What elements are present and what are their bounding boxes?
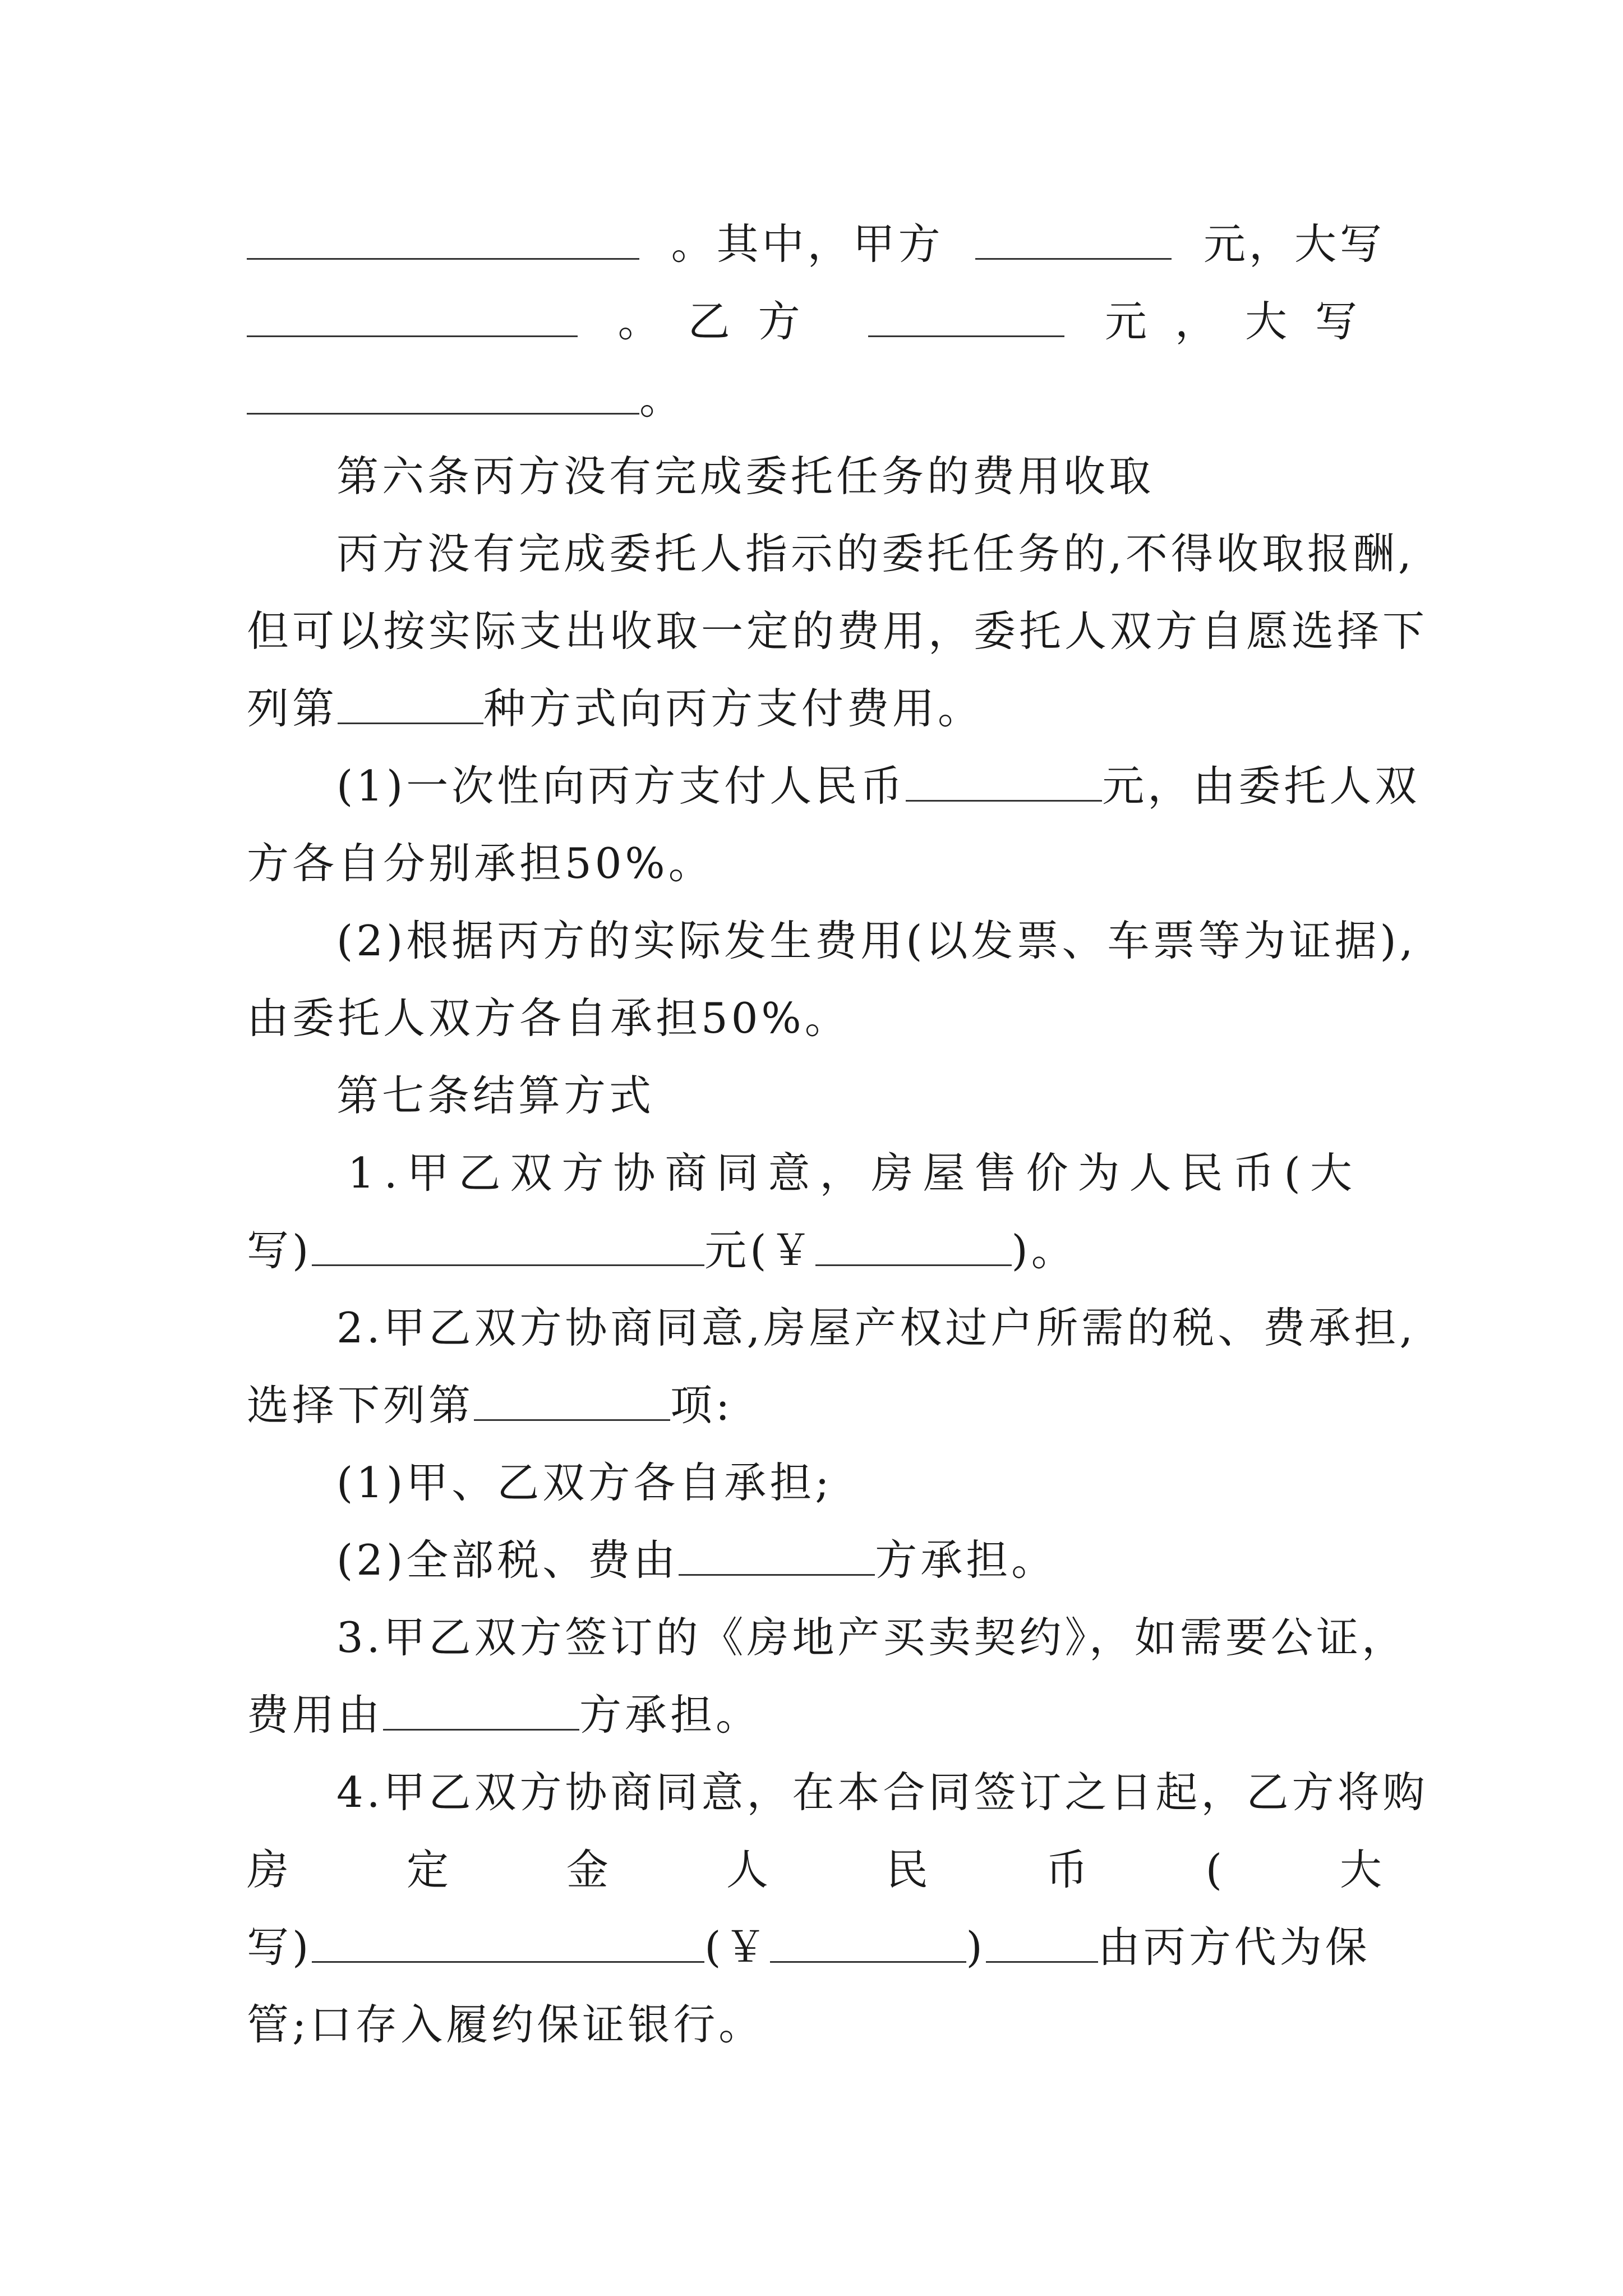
- char: 币: [1045, 1845, 1091, 1894]
- option-2-line: (2)根据丙方的实际发生费用(以发票、车票等为证据),: [336, 916, 1417, 965]
- article-7-heading: 第七条结算方式: [336, 1071, 655, 1120]
- fill-blank[interactable]: [247, 219, 639, 260]
- fill-blank[interactable]: [474, 1380, 670, 1421]
- text: 写): [247, 1226, 312, 1275]
- option-1-line: [247, 755, 1475, 817]
- text: 元(￥: [704, 1226, 815, 1275]
- paragraph-line: 由委托人双方各自承担50%。: [247, 993, 850, 1043]
- text: (2)全部税、费由: [336, 1535, 679, 1585]
- option-line: (1)甲、乙双方各自承担;: [336, 1458, 833, 1507]
- char: 民: [886, 1845, 932, 1894]
- paragraph-line: 但可以按实际支出收取一定的费用，委托人双方自愿选择下: [247, 606, 1428, 656]
- text: 方承担。: [875, 1535, 1057, 1585]
- text: 。: [639, 374, 685, 424]
- fill-blank[interactable]: [338, 683, 483, 724]
- option-line: [247, 1529, 1475, 1591]
- contract-line-1: [247, 213, 1385, 275]
- fill-blank[interactable]: [247, 296, 578, 337]
- char: (: [1205, 1845, 1225, 1894]
- char: 大: [1339, 1845, 1385, 1894]
- text: 元，大写: [1104, 297, 1385, 346]
- text: 由丙方代为保: [1098, 1922, 1371, 1972]
- paragraph-line: 方各自分别承担50%。: [247, 839, 714, 888]
- fill-blank[interactable]: [975, 219, 1172, 260]
- text: 费用由: [247, 1690, 384, 1740]
- paragraph-line: [247, 1374, 1385, 1436]
- fill-blank[interactable]: [679, 1535, 875, 1576]
- paragraph-line: [247, 678, 1385, 739]
- contract-line-2: [247, 291, 1385, 352]
- text: (1)一次性向丙方支付人民币: [336, 761, 906, 811]
- fill-blank[interactable]: [312, 1225, 704, 1266]
- text: )。: [1011, 1226, 1077, 1275]
- text: 。其中，甲方: [671, 219, 944, 269]
- paragraph-line: 丙方没有完成委托人指示的委托任务的,不得收取报酬,: [336, 529, 1415, 578]
- fill-blank[interactable]: [868, 296, 1064, 337]
- fill-blank[interactable]: [986, 1922, 1098, 1963]
- text: 元，大写: [1203, 219, 1385, 269]
- fill-blank[interactable]: [815, 1225, 1012, 1266]
- spaced-line: [247, 1839, 1385, 1901]
- char: 人: [726, 1845, 772, 1894]
- paragraph-line: [247, 1684, 1385, 1746]
- fill-blank[interactable]: [383, 1690, 579, 1731]
- text: 项:: [670, 1381, 734, 1430]
- text: 选择下列第: [247, 1381, 474, 1430]
- fill-blank[interactable]: [312, 1922, 704, 1963]
- char: 房: [247, 1845, 293, 1894]
- clause-1-amount-line: [247, 1220, 1385, 1281]
- text: 写): [247, 1922, 312, 1972]
- clause-4-amount-line: [247, 1916, 1385, 1978]
- article-6-heading: 第六条丙方没有完成委托任务的费用收取: [336, 452, 1155, 501]
- clause-3-line: 3.甲乙双方签订的《房地产买卖契约》，如需要公证，: [336, 1613, 1408, 1662]
- clause-2-line: 2.甲乙双方协商同意,房屋产权过户所需的税、费承担,: [336, 1303, 1417, 1352]
- contract-line-3: [247, 368, 1385, 430]
- fill-blank[interactable]: [906, 761, 1102, 802]
- text: 方承担。: [579, 1690, 762, 1740]
- text: 元，由委托人双: [1102, 761, 1421, 811]
- text: 列第: [247, 684, 338, 733]
- char: 金: [566, 1845, 612, 1894]
- clause-1-line: 1.甲乙双方协商同意，房屋售价为人民币(大: [348, 1148, 1362, 1198]
- paragraph-line: 管;口存入履约保证银行。: [247, 2000, 764, 2049]
- text: 。乙方: [617, 297, 828, 346]
- text: ): [966, 1922, 986, 1972]
- text: 种方式向丙方支付费用。: [483, 684, 984, 733]
- text: (￥: [704, 1922, 770, 1972]
- char: 定: [406, 1845, 452, 1894]
- clause-4-line: 4.甲乙双方协商同意，在本合同签订之日起，乙方将购: [336, 1768, 1428, 1817]
- fill-blank[interactable]: [770, 1922, 966, 1963]
- fill-blank[interactable]: [247, 374, 639, 415]
